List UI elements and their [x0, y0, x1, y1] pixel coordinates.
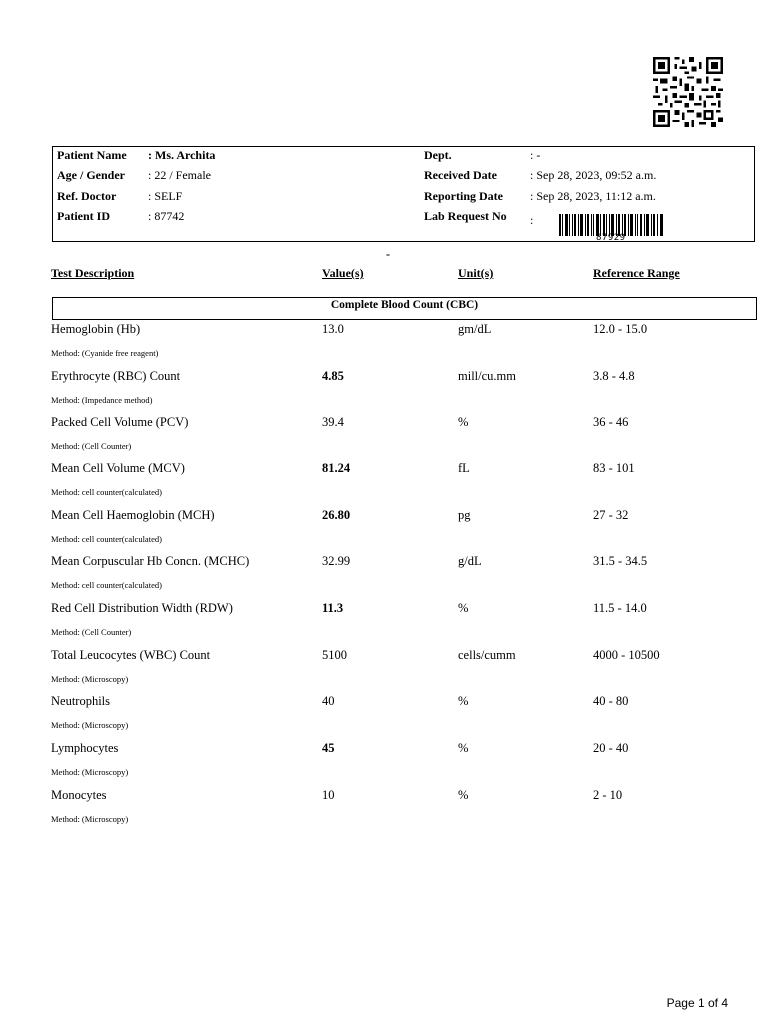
- table-row: [0, 694, 768, 740]
- test-method: Method: (Microscopy): [51, 720, 129, 730]
- patient-name-label: Patient Name: [57, 148, 127, 162]
- test-value: 81.24: [322, 461, 351, 475]
- table-row: [0, 369, 768, 415]
- test-method: Method: cell counter(calculated): [51, 487, 162, 497]
- test-name: Monocytes: [51, 788, 107, 802]
- patient-id-label: Patient ID: [57, 209, 110, 223]
- table-row: [0, 415, 768, 461]
- test-name: Mean Cell Volume (MCV): [51, 461, 185, 475]
- test-value: 32.99: [322, 554, 351, 568]
- test-reference-range: 36 - 46: [593, 415, 629, 429]
- dept-value: : -: [530, 148, 541, 162]
- test-unit: pg: [458, 508, 471, 522]
- test-unit: gm/dL: [458, 322, 492, 336]
- barcode-number: 87929: [596, 233, 626, 243]
- test-reference-range: 12.0 - 15.0: [593, 322, 648, 336]
- test-reference-range: 20 - 40: [593, 741, 629, 755]
- table-row: [0, 554, 768, 600]
- col-reference-range: Reference Range: [593, 266, 680, 280]
- ref-doctor-label: Ref. Doctor: [57, 189, 117, 203]
- test-unit: %: [458, 788, 469, 802]
- test-reference-range: 11.5 - 14.0: [593, 601, 647, 615]
- table-row: [0, 508, 768, 554]
- page-number: Page 1 of 4: [666, 996, 728, 1010]
- test-name: Mean Cell Haemoglobin (MCH): [51, 508, 215, 522]
- col-test-description: Test Description: [51, 266, 135, 280]
- reporting-date-value: : Sep 28, 2023, 11:12 a.m.: [530, 189, 656, 203]
- test-value: 39.4: [322, 415, 344, 429]
- test-value: 13.0: [322, 322, 344, 336]
- test-reference-range: 83 - 101: [593, 461, 635, 475]
- test-value: 45: [322, 741, 335, 755]
- test-unit: %: [458, 601, 469, 615]
- received-date-label: Received Date: [424, 168, 497, 182]
- table-row: [0, 322, 768, 368]
- lab-request-value: :: [530, 213, 534, 227]
- test-method: Method: cell counter(calculated): [51, 534, 162, 544]
- test-unit: %: [458, 415, 469, 429]
- test-reference-range: 3.8 - 4.8: [593, 369, 635, 383]
- test-reference-range: 31.5 - 34.5: [593, 554, 648, 568]
- test-method: Method: (Microscopy): [51, 814, 129, 824]
- test-reference-range: 27 - 32: [593, 508, 629, 522]
- test-method: Method: (Impedance method): [51, 395, 153, 405]
- section-title: Complete Blood Count (CBC): [52, 297, 757, 320]
- col-units: Unit(s): [458, 266, 494, 280]
- test-unit: fL: [458, 461, 470, 475]
- separator-dash: -: [386, 247, 390, 261]
- test-value: 11.3: [322, 601, 344, 615]
- test-method: Method: (Microscopy): [51, 674, 129, 684]
- test-unit: %: [458, 741, 469, 755]
- test-reference-range: 40 - 80: [593, 694, 629, 708]
- test-name: Lymphocytes: [51, 741, 119, 755]
- table-row: [0, 741, 768, 787]
- test-reference-range: 2 - 10: [593, 788, 623, 802]
- test-method: Method: (Cell Counter): [51, 441, 132, 451]
- test-unit: cells/cumm: [458, 648, 516, 662]
- test-value: 4.85: [322, 369, 344, 383]
- test-value: 26.80: [322, 508, 351, 522]
- patient-id-value: : 87742: [148, 209, 185, 223]
- patient-name-value: : Ms. Archita: [148, 148, 216, 162]
- table-row: [0, 461, 768, 507]
- test-reference-range: 4000 - 10500: [593, 648, 660, 662]
- qr-code-icon: [652, 57, 724, 127]
- test-unit: mill/cu.mm: [458, 369, 516, 383]
- test-name: Mean Corpuscular Hb Concn. (MCHC): [51, 554, 250, 568]
- table-row: [0, 788, 768, 834]
- test-name: Red Cell Distribution Width (RDW): [51, 601, 233, 615]
- test-method: Method: (Cell Counter): [51, 627, 132, 637]
- age-gender-value: : 22 / Female: [148, 168, 211, 182]
- test-unit: %: [458, 694, 469, 708]
- test-name: Total Leucocytes (WBC) Count: [51, 648, 211, 662]
- test-value: 40: [322, 694, 335, 708]
- test-name: Packed Cell Volume (PCV): [51, 415, 189, 429]
- table-row: [0, 648, 768, 694]
- dept-label: Dept.: [424, 148, 452, 162]
- age-gender-label: Age / Gender: [57, 168, 125, 182]
- test-name: Neutrophils: [51, 694, 111, 708]
- test-method: Method: (Cyanide free reagent): [51, 348, 159, 358]
- test-method: Method: cell counter(calculated): [51, 580, 162, 590]
- test-method: Method: (Microscopy): [51, 767, 129, 777]
- test-name: Erythrocyte (RBC) Count: [51, 369, 181, 383]
- test-unit: g/dL: [458, 554, 482, 568]
- test-value: 5100: [322, 648, 347, 662]
- col-values: Value(s): [322, 266, 364, 280]
- reporting-date-label: Reporting Date: [424, 189, 503, 203]
- ref-doctor-value: : SELF: [148, 189, 183, 203]
- table-row: [0, 601, 768, 647]
- received-date-value: : Sep 28, 2023, 09:52 a.m.: [530, 168, 657, 182]
- test-value: 10: [322, 788, 335, 802]
- lab-request-label: Lab Request No: [424, 209, 507, 223]
- test-name: Hemoglobin (Hb): [51, 322, 141, 336]
